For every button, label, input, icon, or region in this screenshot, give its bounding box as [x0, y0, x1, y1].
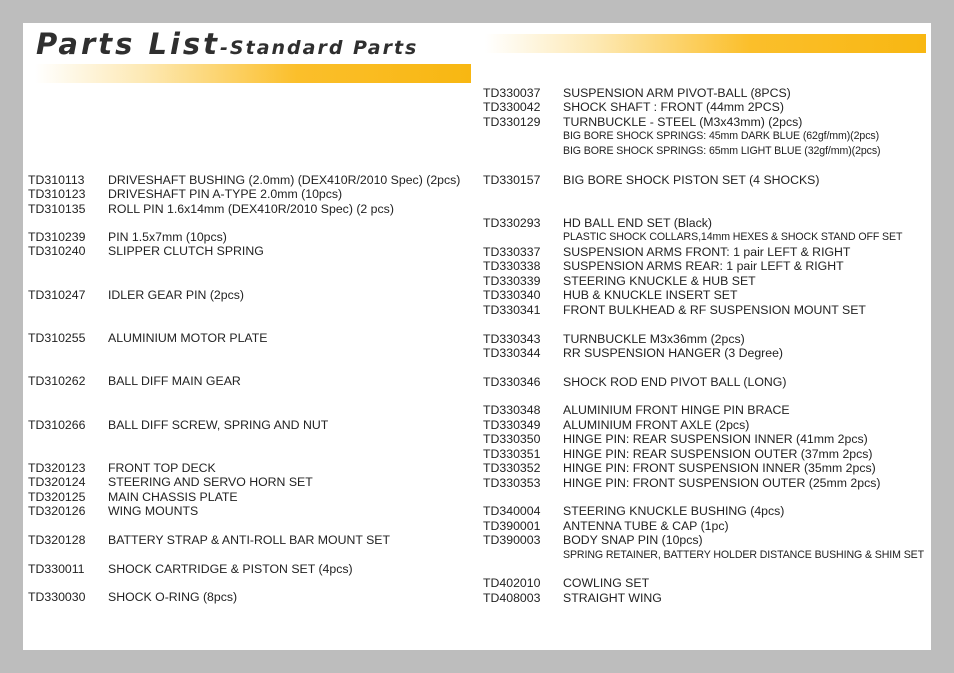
part-description: HINGE PIN: REAR SUSPENSION OUTER (37mm 2pcs)	[563, 447, 873, 461]
part-code: TD330037	[483, 86, 541, 100]
part-description: DRIVESHAFT BUSHING (2.0mm) (DEX410R/2010 Spec) (2pcs)	[108, 173, 461, 187]
part-code: TD330157	[483, 173, 541, 187]
part-code: TD310255	[28, 331, 86, 345]
part-code: TD330339	[483, 274, 541, 288]
part-code: TD310266	[28, 418, 86, 432]
part-description: BALL DIFF MAIN GEAR	[108, 374, 241, 388]
part-code: TD330349	[483, 418, 541, 432]
header-accent-bar	[485, 34, 926, 53]
part-code: TD390003	[483, 533, 541, 547]
part-description: BALL DIFF SCREW, SPRING AND NUT	[108, 418, 329, 432]
part-code: TD330343	[483, 332, 541, 346]
part-code: TD320123	[28, 461, 86, 475]
part-description: STEERING KNUCKLE & HUB SET	[563, 274, 756, 288]
part-code: TD330129	[483, 115, 541, 129]
part-code: TD330337	[483, 245, 541, 259]
part-description: RR SUSPENSION HANGER (3 Degree)	[563, 346, 784, 360]
part-description: WING MOUNTS	[108, 504, 199, 518]
part-code: TD320125	[28, 490, 86, 504]
part-description: HINGE PIN: FRONT SUSPENSION OUTER (25mm 2pcs)	[563, 476, 881, 490]
title-sub: -Standard Parts	[220, 37, 419, 59]
part-code: TD330353	[483, 476, 541, 490]
part-code: TD330340	[483, 288, 541, 302]
part-description: STEERING AND SERVO HORN SET	[108, 475, 313, 489]
part-description: SUSPENSION ARM PIVOT-BALL (8PCS)	[563, 86, 791, 100]
part-description: TURNBUCKLE M3x36mm (2pcs)	[563, 332, 745, 346]
part-description: PIN 1.5x7mm (10pcs)	[108, 230, 227, 244]
part-code: TD310240	[28, 244, 86, 258]
title-accent-bar	[35, 64, 471, 83]
part-description: IDLER GEAR PIN (2pcs)	[108, 288, 244, 302]
part-code: TD330042	[483, 100, 541, 114]
part-code: TD330338	[483, 259, 541, 273]
part-code: TD330341	[483, 303, 541, 317]
part-description: HINGE PIN: FRONT SUSPENSION INNER (35mm 2pcs)	[563, 461, 876, 475]
part-code: TD330348	[483, 403, 541, 417]
part-code: TD310247	[28, 288, 86, 302]
part-description: TURNBUCKLE - STEEL (M3x43mm) (2pcs)	[563, 115, 803, 129]
part-description: ALUMINIUM FRONT AXLE (2pcs)	[563, 418, 750, 432]
part-description: SHOCK SHAFT : FRONT (44mm 2PCS)	[563, 100, 784, 114]
part-code: TD310239	[28, 230, 86, 244]
page-title	[36, 27, 418, 61]
part-description: SUSPENSION ARMS REAR: 1 pair LEFT & RIGHT	[563, 259, 844, 273]
part-code: TD330351	[483, 447, 541, 461]
part-code: TD402010	[483, 576, 541, 590]
part-code: TD330011	[28, 562, 85, 576]
part-description: SHOCK ROD END PIVOT BALL (LONG)	[563, 375, 787, 389]
part-description: HD BALL END SET (Black)	[563, 216, 712, 230]
part-description: ROLL PIN 1.6x14mm (DEX410R/2010 Spec) (2 pcs)	[108, 202, 394, 216]
part-description: PLASTIC SHOCK COLLARS,14mm HEXES & SHOCK STAND OFF SET	[563, 231, 903, 243]
part-description: BIG BORE SHOCK SPRINGS: 45mm DARK BLUE (62gf/mm)(2pcs)	[563, 130, 880, 142]
part-code: TD390001	[483, 519, 541, 533]
part-description: SUSPENSION ARMS FRONT: 1 pair LEFT & RIGHT	[563, 245, 851, 259]
part-code: TD330030	[28, 590, 86, 604]
part-description: MAIN CHASSIS PLATE	[108, 490, 238, 504]
part-description: HINGE PIN: REAR SUSPENSION INNER (41mm 2pcs)	[563, 432, 868, 446]
part-code: TD408003	[483, 591, 541, 605]
part-code: TD310262	[28, 374, 86, 388]
part-code: TD330293	[483, 216, 541, 230]
part-code: TD330350	[483, 432, 541, 446]
part-code: TD330344	[483, 346, 541, 360]
part-description: DRIVESHAFT PIN A-TYPE 2.0mm (10pcs)	[108, 187, 343, 201]
part-description: ALUMINIUM MOTOR PLATE	[108, 331, 268, 345]
part-description: STRAIGHT WING	[563, 591, 662, 605]
part-description: HUB & KNUCKLE INSERT SET	[563, 288, 738, 302]
part-description: ANTENNA TUBE & CAP (1pc)	[563, 519, 729, 533]
part-code: TD340004	[483, 504, 541, 518]
part-description: COWLING SET	[563, 576, 650, 590]
part-description: BATTERY STRAP & ANTI-ROLL BAR MOUNT SET	[108, 533, 390, 547]
part-code: TD330346	[483, 375, 541, 389]
part-code: TD320126	[28, 504, 86, 518]
part-code: TD320124	[28, 475, 86, 489]
part-code: TD320128	[28, 533, 86, 547]
part-description: BIG BORE SHOCK PISTON SET (4 SHOCKS)	[563, 173, 820, 187]
parts-list-page	[23, 23, 931, 650]
part-description: SHOCK CARTRIDGE & PISTON SET (4pcs)	[108, 562, 353, 576]
title-main: Parts List	[36, 27, 221, 61]
part-description: FRONT BULKHEAD & RF SUSPENSION MOUNT SET	[563, 303, 866, 317]
part-description: BIG BORE SHOCK SPRINGS: 65mm LIGHT BLUE (32gf/mm)(2pcs)	[563, 145, 881, 157]
part-code: TD310113	[28, 173, 85, 187]
part-description: STEERING KNUCKLE BUSHING (4pcs)	[563, 504, 785, 518]
part-description: BODY SNAP PIN (10pcs)	[563, 533, 703, 547]
part-code: TD310123	[28, 187, 86, 201]
part-code: TD310135	[28, 202, 86, 216]
part-description: ALUMINIUM FRONT HINGE PIN BRACE	[563, 403, 790, 417]
part-code: TD330352	[483, 461, 541, 475]
part-description: SLIPPER CLUTCH SPRING	[108, 244, 264, 258]
part-description: FRONT TOP DECK	[108, 461, 216, 475]
part-description: SHOCK O-RING (8pcs)	[108, 590, 238, 604]
part-description: SPRING RETAINER, BATTERY HOLDER DISTANCE BUSHING & SHIM SET	[563, 549, 925, 561]
